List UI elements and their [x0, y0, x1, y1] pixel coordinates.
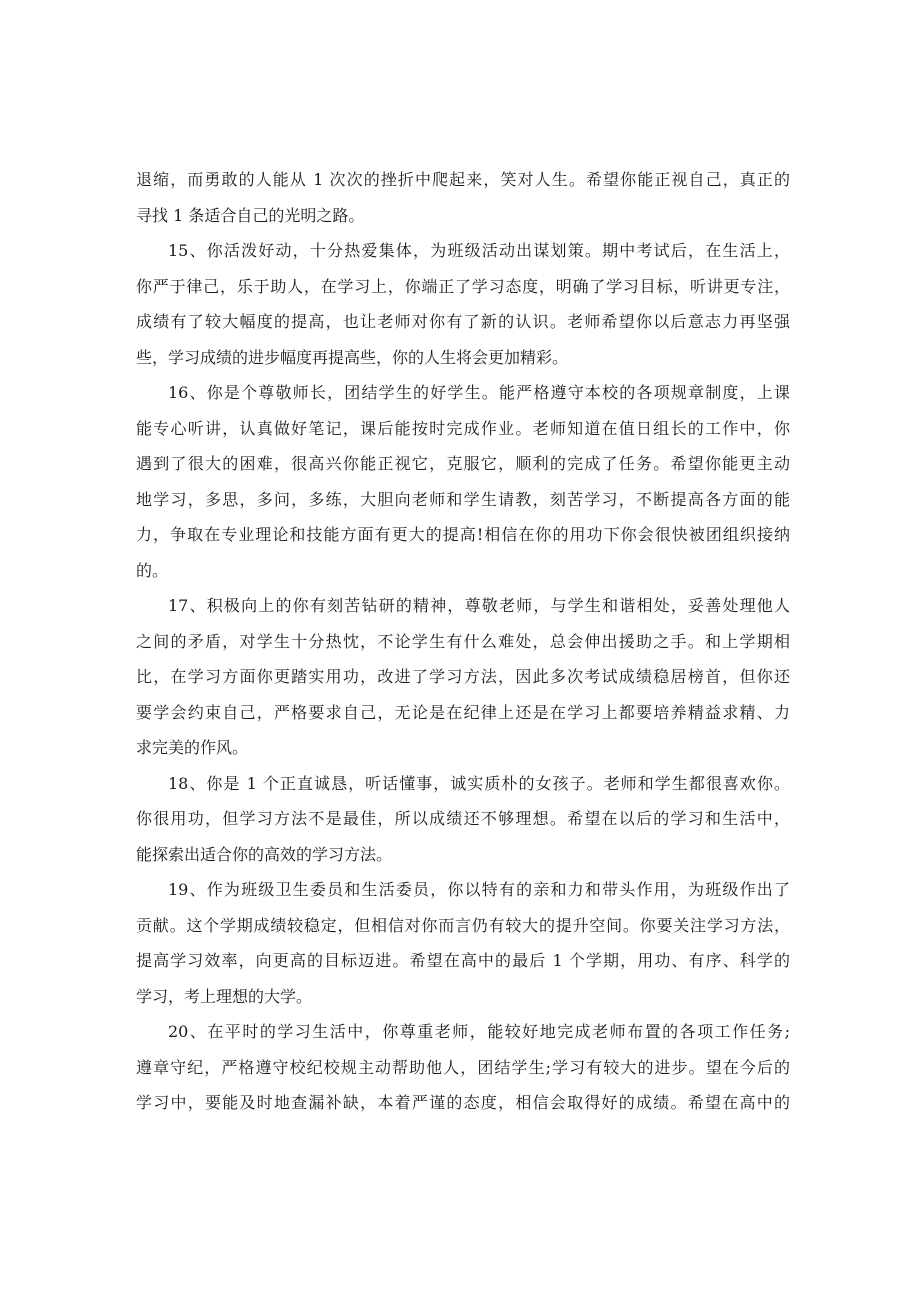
text-line: 16、你是个尊敬师长，团结学生的好学生。能严格遵守本校的各项规章制度，上课	[168, 383, 790, 402]
text-line: 的。	[136, 560, 169, 580]
text-line: 力，争取在专业理论和技能方面有更大的提高!相信在你的用功下你会很快被团组织接纳	[136, 525, 790, 544]
paragraph-comment-20	[136, 1014, 790, 1121]
text-line: 能专心听讲，认真做好笔记，课后能按时完成作业。老师知道在值日组长的工作中，你	[136, 418, 790, 438]
paragraph-continuation	[136, 162, 790, 233]
text-line: 地学习，多思，多问，多练，大胆向老师和学生请教，刻苦学习，不断提高各方面的能	[136, 489, 790, 509]
text-line: 20、在平时的学习生活中，你尊重老师，能较好地完成老师布置的各项工作任务;	[168, 1022, 790, 1041]
paragraph-comment-18	[136, 766, 790, 873]
text-line: 贡献。这个学期成绩较稳定，但相信对你而言仍有较大的提升空间。你要关注学习方法，	[136, 915, 790, 935]
text-line: 学习中，要能及时地查漏补缺，本着严谨的态度，相信会取得好的成绩。希望在高中的	[136, 1093, 790, 1112]
text-line: 遵章守纪，严格遵守校纪校规主动帮助他人，团结学生;学习有较大的进步。望在今后的	[136, 1057, 790, 1077]
text-line: 之间的矛盾，对学生十分热忱，不论学生有什么难处，总会伸出援助之手。和上学期相	[136, 631, 790, 651]
text-line: 17、积极向上的你有刻苦钻研的精神，尊敬老师，与学生和谐相处，妥善处理他人	[168, 596, 790, 615]
text-line: 19、作为班级卫生委员和生活委员，你以特有的亲和力和带头作用，为班级作出了	[168, 880, 790, 899]
text-line: 提高学习效率，向更高的目标迈进。希望在高中的最后 1 个学期，用功、有序、科学的	[136, 951, 790, 970]
text-line: 学习，考上理想的大学。	[136, 986, 313, 1006]
paragraph-comment-17	[136, 588, 790, 766]
text-line: 些，学习成绩的进步幅度再提高些，你的人生将会更加精彩。	[136, 347, 569, 367]
text-line: 15、你活泼好动，十分热爱集体，为班级活动出谋划策。期中考试后，在生活上，	[168, 241, 790, 260]
text-line: 成绩有了较大幅度的提高，也让老师对你有了新的认识。老师希望你以后意志力再坚强	[136, 312, 790, 331]
paragraph-comment-19	[136, 872, 790, 1014]
text-line: 能探索出适合你的高效的学习方法。	[136, 844, 393, 864]
text-line: 你严于律己，乐于助人，在学习上，你端正了学习态度，明确了学习目标，听讲更专注，	[136, 276, 790, 296]
text-line: 比，在学习方面你更踏实用功，改进了学习方法，因此多次考试成绩稳居榜首，但你还	[136, 667, 790, 686]
paragraph-comment-15	[136, 233, 790, 375]
text-line: 18、你是 1 个正直诚恳，听话懂事，诚实质朴的女孩子。老师和学生都很喜欢你。	[168, 773, 790, 793]
paragraph-comment-16	[136, 375, 790, 588]
text-line: 你很用功，但学习方法不是最佳，所以成绩还不够理想。希望在以后的学习和生活中，	[136, 809, 790, 828]
text-line: 遇到了很大的困难，很高兴你能正视它，克服它，顺利的完成了任务。希望你能更主动	[136, 454, 790, 473]
text-line: 退缩，而勇敢的人能从 1 次次的挫折中爬起来，笑对人生。希望你能正视自己，真正的	[136, 170, 790, 189]
text-line: 寻找 1 条适合自己的光明之路。	[136, 205, 365, 225]
text-line: 要学会约束自己，严格要求自己，无论是在纪律上还是在学习上都要培养精益求精、力	[136, 702, 790, 722]
document-body	[136, 162, 790, 1121]
text-line: 求完美的作风。	[136, 738, 249, 757]
